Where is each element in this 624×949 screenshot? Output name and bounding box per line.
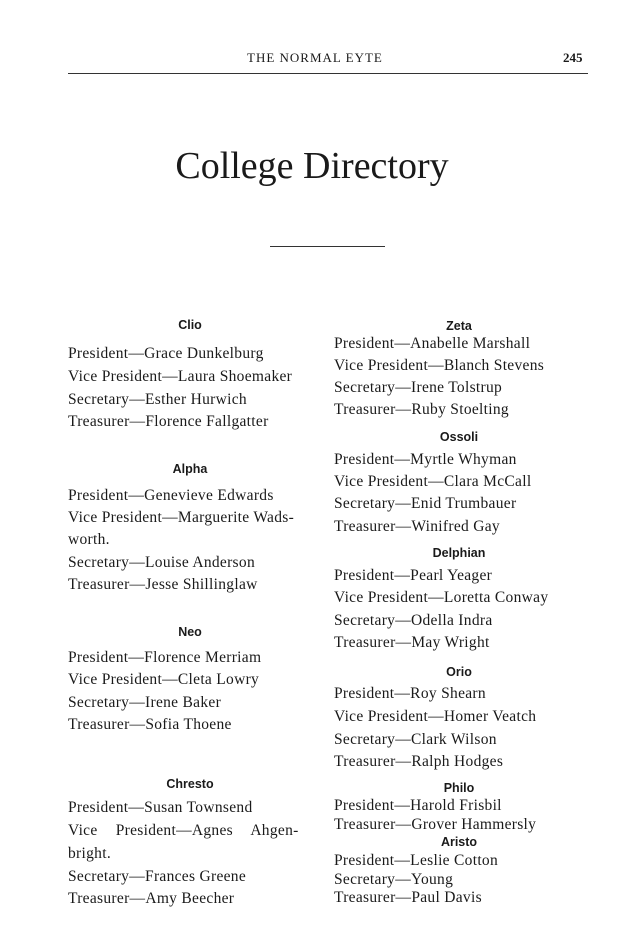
officer-line: President—Pearl Yeager <box>334 567 493 584</box>
officer-line: Secretary—Esther Hurwich <box>68 391 247 408</box>
society-heading: Orio <box>446 665 472 679</box>
running-title: THE NORMAL EYTE <box>247 50 383 65</box>
officer-line: Secretary—Odella Indra <box>334 612 493 629</box>
society-heading: Clio <box>178 318 202 332</box>
officer-line: Secretary—Louise Anderson <box>68 554 255 571</box>
officer-line: Vice President—Cleta Lowry <box>68 671 260 688</box>
society-heading: Aristo <box>440 835 478 849</box>
officer-line: President—Anabelle Marshall <box>334 335 531 352</box>
officer-line: President—Florence Merriam <box>68 649 262 666</box>
officer-line: Vice President—Clara McCall <box>334 473 532 490</box>
officer-line: Vice President—Loretta Conway <box>334 589 549 606</box>
officer-line: Vice President—Marguerite Wads- <box>68 509 295 526</box>
officer-line: President—Genevieve Edwards <box>68 487 274 504</box>
society-heading: Ossoli <box>439 430 479 444</box>
officer-line: Treasurer—Ruby Stoelting <box>334 401 509 418</box>
officer-line: Treasurer—Paul Davis <box>334 889 482 906</box>
society-heading: Chresto <box>166 777 214 791</box>
officer-line: President—Roy Shearn <box>334 685 486 702</box>
officer-line: Secretary—Clark Wilson <box>334 731 497 748</box>
officer-line: President—Leslie Cotton <box>334 852 499 869</box>
officer-line: Treasurer—Grover Hammersly <box>334 816 537 833</box>
officer-line: worth. <box>68 531 110 548</box>
society-heading: Neo <box>178 625 202 639</box>
officer-line: Treasurer—Sofia Thoene <box>68 716 232 733</box>
officer-line: Treasurer—May Wright <box>334 634 490 651</box>
officer-line: Vice President—Laura Shoemaker <box>68 368 293 385</box>
header-rule <box>68 73 588 74</box>
society-heading: Alpha <box>172 462 208 476</box>
officer-line: Vice President—Blanch Stevens <box>334 357 545 374</box>
page-number: 245 <box>563 50 583 65</box>
title-rule <box>270 246 385 247</box>
officer-line: Treasurer—Florence Fallgatter <box>68 413 269 430</box>
officer-line: Secretary—Irene Baker <box>68 694 222 711</box>
officer-line: Secretary—Irene Tolstrup <box>334 379 503 396</box>
officer-line: President—Harold Frisbil <box>334 797 502 814</box>
officer-line: President—Susan Townsend <box>68 799 253 816</box>
officer-line: Vice President—Agnes Ahgen- <box>68 822 299 839</box>
officer-line: bright. <box>68 845 111 862</box>
officer-line: Treasurer—Ralph Hodges <box>334 753 504 770</box>
officer-line: Vice President—Homer Veatch <box>334 708 537 725</box>
society-heading: Delphian <box>432 546 486 560</box>
officer-line: Secretary—Frances Greene <box>68 868 247 885</box>
society-heading: Zeta <box>446 319 472 333</box>
page-title: College Directory <box>175 145 449 187</box>
officer-line: Secretary—Young <box>334 871 454 888</box>
officer-line: Treasurer—Winifred Gay <box>334 518 500 535</box>
officer-line: Treasurer—Jesse Shillinglaw <box>68 576 258 593</box>
society-heading: Philo <box>443 781 475 795</box>
officer-line: Secretary—Enid Trumbauer <box>334 495 517 512</box>
officer-line: Treasurer—Amy Beecher <box>68 890 235 907</box>
officer-line: President—Grace Dunkelburg <box>68 345 264 362</box>
officer-line: President—Myrtle Whyman <box>334 451 517 468</box>
